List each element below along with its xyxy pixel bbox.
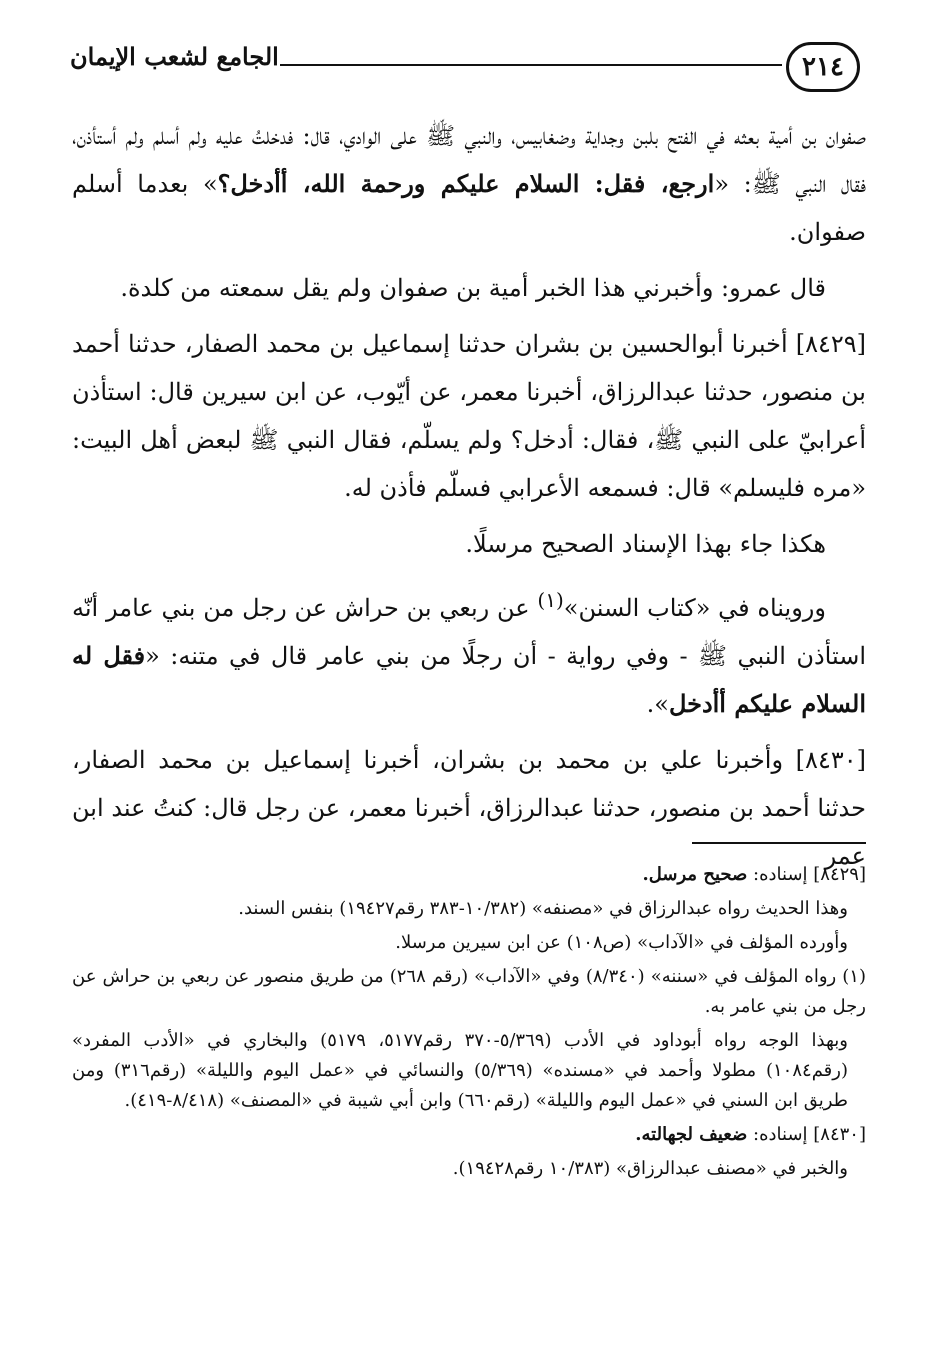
page-header: [70, 36, 860, 106]
footnote-marker: (١): [537, 588, 564, 612]
paragraph-amr: قال عمرو: وأخبرني هذا الخبر أمية بن صفوان ولم يقل سمعته من كلدة.: [120, 274, 826, 302]
footnote-text: والخبر في «مصنف عبدالرزاق» (١٠/٣٨٣ رقم١٩٤٢٨).: [452, 1158, 848, 1179]
footnote-text: وأورده المؤلف في «الآداب» (ص١٠٨) عن ابن سيرين مرسلا.: [395, 932, 848, 953]
bold-quote: ارجع، فقل: السلام عليكم ورحمة الله، أأدخل؟: [217, 169, 715, 198]
footnote-8430: [٨٤٣٠] إسناده: ضعيف لجهالته.: [635, 1124, 866, 1145]
footnotes: [72, 860, 866, 1188]
hadith-number: [٨٤٢٩]: [795, 330, 866, 358]
header-rule: [280, 64, 782, 66]
hadith-number: [٨٤٣٠]: [795, 746, 866, 774]
paragraph-mursal: هكذا جاء بهذا الإسناد الصحيح مرسلًا.: [465, 530, 826, 558]
paragraph-safwan: صفوان بن أمية بعثه في الفتح بلبن وجداية وضغابيس، والنبي ﷺ على الوادي، قال: فدخلتُ عليه ولم أسلم ولم أستأذن، فقال النبي ﷺ: «ارجع، فقل: السلام عليكم ورحمة الله، أأدخل؟» بعدما أسلم صفوان.: [72, 122, 866, 246]
footnote-rule: [692, 842, 866, 844]
page-number: ٢١٤: [786, 42, 860, 92]
footnote-8429: [٨٤٢٩] إسناده: صحيح مرسل.: [642, 864, 866, 885]
bold-quote: فقل له السلام عليكم أأدخل: [72, 641, 866, 718]
book-title: الجامع لشعب الإيمان: [70, 42, 279, 71]
footnote-text: وبهذا الوجه رواه أبوداود في الأدب (٥/٣٦٩-٣٧٠ رقم٥١٧٧، ٥١٧٩) والبخاري في «الأدب المفرد» (رقم١٠٨٤) مطولا وأحمد في «مسنده» (٥/٣٦٩) والنسائي في «عمل اليوم والليلة» (رقم٣١٦) ومن طريق ابن السني في «عمل اليوم والليلة» (رقم٦٦٠) وابن أبي شيبة في «المصنف» (٨/٤١٨-٤١٩).: [72, 1030, 848, 1111]
hadith-8429: [٨٤٢٩] أخبرنا أبوالحسين بن بشران حدثنا إسماعيل بن محمد الصفار، حدثنا أحمد بن منصور، حدثنا عبدالرزاق، أخبرنا معمر، عن أيّوب، عن ابن سيرين قال: استأذن أعرابيّ على النبي ﷺ، فقال: أدخل؟ ولم يسلّم، فقال النبي ﷺ لبعض أهل البيت: «مره فليسلم» قال: فسمعه الأعرابي فسلّم فأذن له.: [72, 330, 866, 502]
hadith-8430: [٨٤٣٠] وأخبرنا علي بن محمد بن بشران، أخبرنا إسماعيل بن محمد الصفار، حدثنا أحمد بن منصور، حدثنا عبدالرزاق، أخبرنا معمر، عن رجل قال: كنتُ عند ابن عمر: [72, 746, 866, 870]
paragraph-sunan: ورويناه في «كتاب السنن»$^{(١)}$ عن ربعي بن حراش عن رجل من بني عامر أنّه استأذن النبي ﷺ - وفي رواية - أن رجلًا من بني عامر قال في متنه: «فقل له السلام عليكم أأدخل».: [72, 588, 866, 718]
footnote-1: (١) رواه المؤلف في «سننه» (٨/٣٤٠) وفي «الآداب» (رقم ٢٦٨) من طريق منصور عن ربعي بن حراش عن رجل من بني عامر به.: [72, 966, 866, 1017]
footnote-text: وهذا الحديث رواه عبدالرزاق في «مصنفه» (١٠/٣٨٢-٣٨٣ رقم١٩٤٢٧) بنفس السند.: [238, 898, 848, 919]
main-text: [72, 112, 866, 888]
